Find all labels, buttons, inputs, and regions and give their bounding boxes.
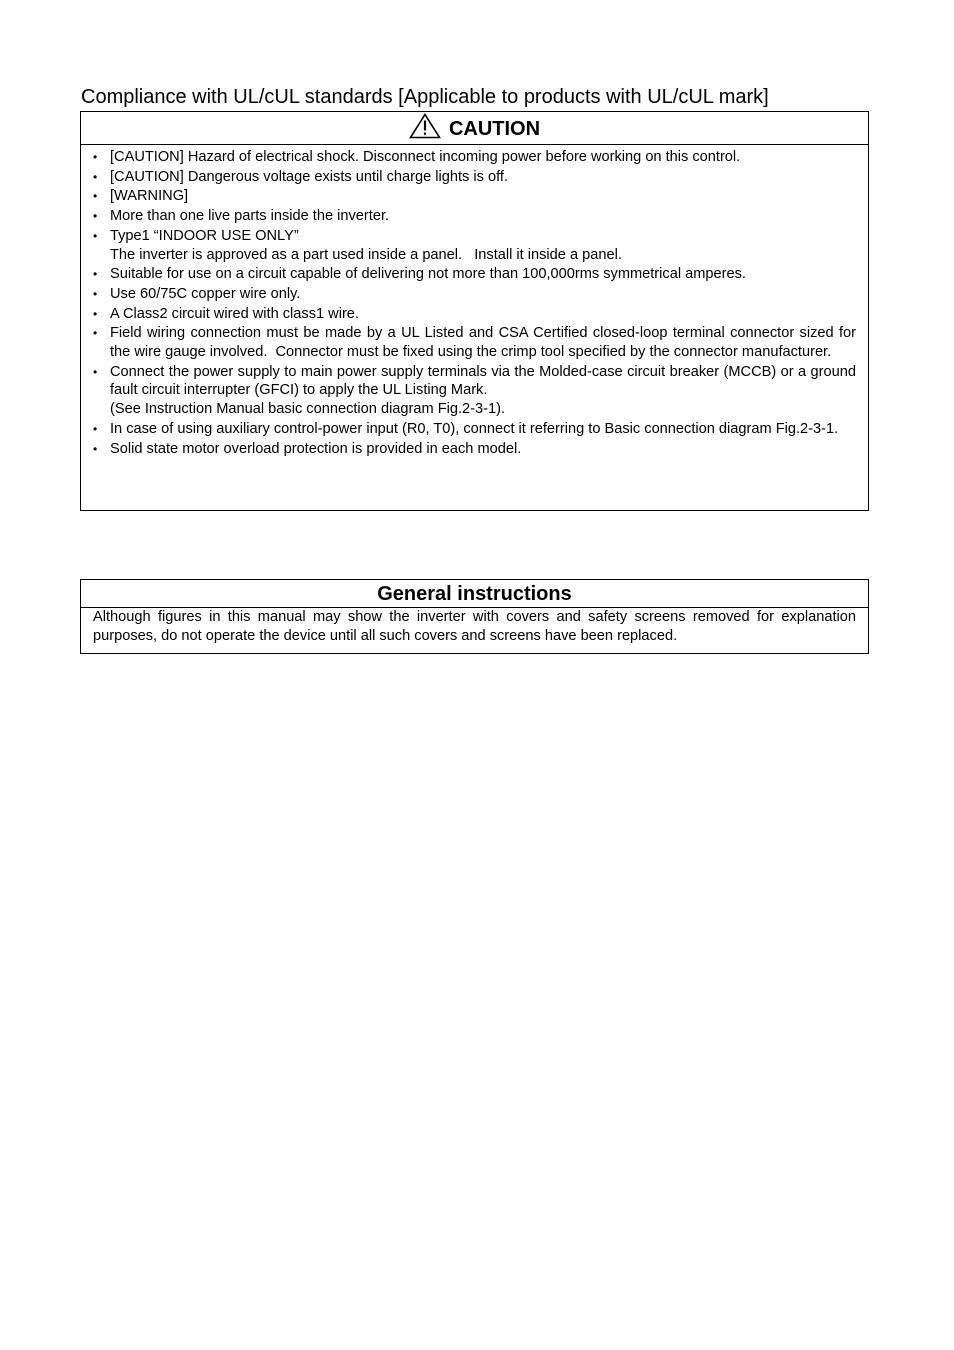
caution-box [80, 111, 869, 511]
caution-item-text: (See Instruction Manual basic connection diagram Fig.2-3-1). [110, 401, 506, 418]
caution-item-text: • Connect the power supply to main power supply terminals via the Molded-case circuit breaker (MCCB) or a ground fault circuit interrupter (GFCI) to apply the UL Listing Mark. [110, 363, 856, 399]
caution-item [93, 207, 856, 226]
caution-item [93, 265, 856, 284]
caution-item [93, 168, 856, 187]
caution-list [81, 145, 868, 458]
general-instructions-text: Although figures in this manual may show the inverter with covers and safety screens removed for explanation purposes, do not operate the device until all such covers and screens have been replaced. [93, 609, 856, 644]
caution-item-text: • In case of using auxiliary control-power input (R0, T0), connect it referring to Basic connection diagram Fig.2-3-1. [110, 420, 839, 437]
caution-item [93, 420, 856, 439]
page-title: Compliance with UL/cUL standards [Applicable to products with UL/cUL mark] [81, 86, 769, 108]
caution-item-text: • Field wiring connection must be made by a UL Listed and CSA Certified closed-loop terminal connector sized for the wire gauge involved. Connector must be fixed using the crimp tool specified by the connector manufacturer. [110, 325, 856, 361]
caution-heading: CAUTION [448, 118, 541, 140]
caution-item [93, 305, 856, 324]
general-instructions-heading: General instructions [81, 580, 868, 608]
caution-item-text: • More than one live parts inside the inverter. [110, 208, 390, 225]
caution-item [93, 148, 856, 167]
caution-item-text: • Suitable for use on a circuit capable of delivering not more than 100,000rms symmetrical amperes. [110, 266, 746, 283]
caution-item [93, 227, 856, 264]
caution-header [81, 112, 868, 145]
caution-item-text: • [WARNING] [110, 188, 189, 205]
caution-item-text: The inverter is approved as a part used inside a panel. Install it inside a panel. [110, 246, 622, 263]
caution-item [93, 363, 856, 419]
caution-item [93, 285, 856, 304]
caution-item [93, 324, 856, 361]
caution-item-text: • A Class2 circuit wired with class1 wire. [110, 305, 359, 322]
general-instructions-box [80, 579, 869, 654]
caution-item [93, 187, 856, 206]
caution-item-text: • Type1 “INDOOR USE ONLY” [110, 227, 299, 244]
caution-item-text: • [CAUTION] Hazard of electrical shock. Disconnect incoming power before working on this control. [110, 149, 741, 165]
caution-item-text: • Use 60/75C copper wire only. [110, 285, 301, 302]
caution-item-text: • Solid state motor overload protection is provided in each model. [110, 440, 522, 457]
warning-triangle-icon [409, 113, 441, 139]
caution-item [93, 440, 856, 459]
caution-item-text: • [CAUTION] Dangerous voltage exists until charge lights is off. [110, 168, 508, 185]
